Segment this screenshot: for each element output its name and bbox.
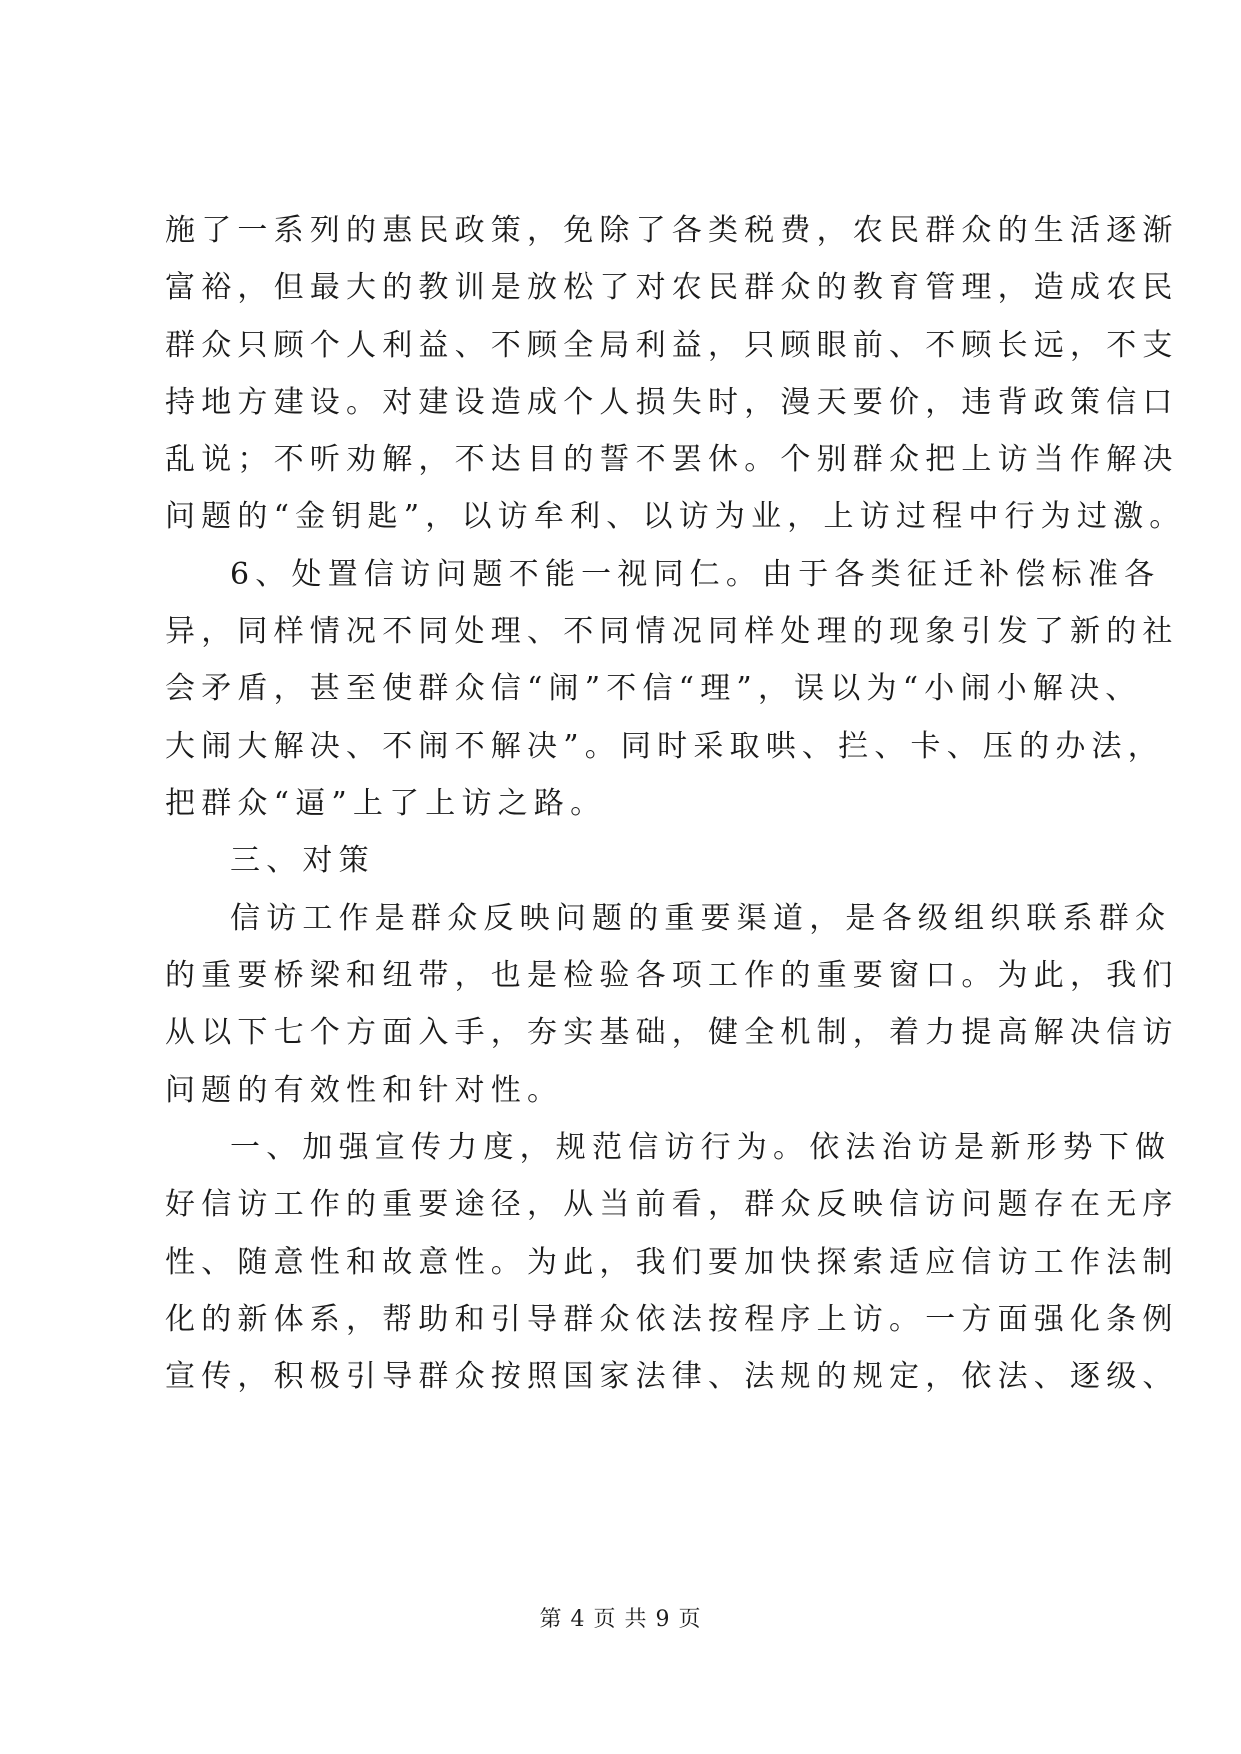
section-heading: 三、对策 <box>230 843 375 878</box>
body-text-line: 问题的有效性和针对性。 <box>165 1073 564 1108</box>
body-text-line: 异，同样情况不同处理、不同情况同样处理的现象引发了新的社 <box>165 614 1179 649</box>
body-text-line: 宣传，积极引导群众按照国家法律、法规的规定，依法、逐级、 <box>165 1359 1179 1394</box>
body-text-line: 的重要桥梁和纽带，也是检验各项工作的重要窗口。为此，我们 <box>165 958 1179 993</box>
body-text-line: 施了一系列的惠民政策，免除了各类税费，农民群众的生活逐渐 <box>165 213 1179 248</box>
body-text-line: 问题的“金钥匙”，以访牟利、以访为业，上访过程中行为过激。 <box>165 499 1186 534</box>
body-text-line: 性、随意性和故意性。为此，我们要加快探索适应信访工作法制 <box>165 1245 1179 1280</box>
paragraph-first-line: 信访工作是群众反映问题的重要渠道，是各级组织联系群众 <box>230 901 1172 936</box>
paragraph-first-line: 6、处置信访问题不能一视同仁。由于各类征迁补偿标准各 <box>230 557 1161 592</box>
body-text-line: 持地方建设。对建设造成个人损失时，漫天要价，违背政策信口 <box>165 385 1179 420</box>
body-text-line: 群众只顾个人利益、不顾全局利益，只顾眼前、不顾长远，不支 <box>165 328 1179 363</box>
body-text-line: 好信访工作的重要途径，从当前看，群众反映信访问题存在无序 <box>165 1187 1179 1222</box>
body-text-line: 会矛盾，甚至使群众信“闹”不信“理”，误以为“小闹小解决、 <box>165 671 1142 706</box>
body-text-line: 大闹大解决、不闹不解决”。同时采取哄、拦、卡、压的办法， <box>165 729 1164 764</box>
body-text-line: 富裕，但最大的教训是放松了对农民群众的教育管理，造成农民 <box>165 270 1179 305</box>
page-number-footer: 第 4 页 共 9 页 <box>539 1607 702 1632</box>
paragraph-first-line: 一、加强宣传力度，规范信访行为。依法治访是新形势下做 <box>230 1130 1172 1165</box>
body-text-line: 乱说；不听劝解，不达目的誓不罢休。个别群众把上访当作解决 <box>165 442 1179 477</box>
body-text-line: 把群众“逼”上了上访之路。 <box>165 786 607 821</box>
body-text-line: 化的新体系，帮助和引导群众依法按程序上访。一方面强化条例 <box>165 1302 1179 1337</box>
body-text-line: 从以下七个方面入手，夯实基础，健全机制，着力提高解决信访 <box>165 1015 1179 1050</box>
